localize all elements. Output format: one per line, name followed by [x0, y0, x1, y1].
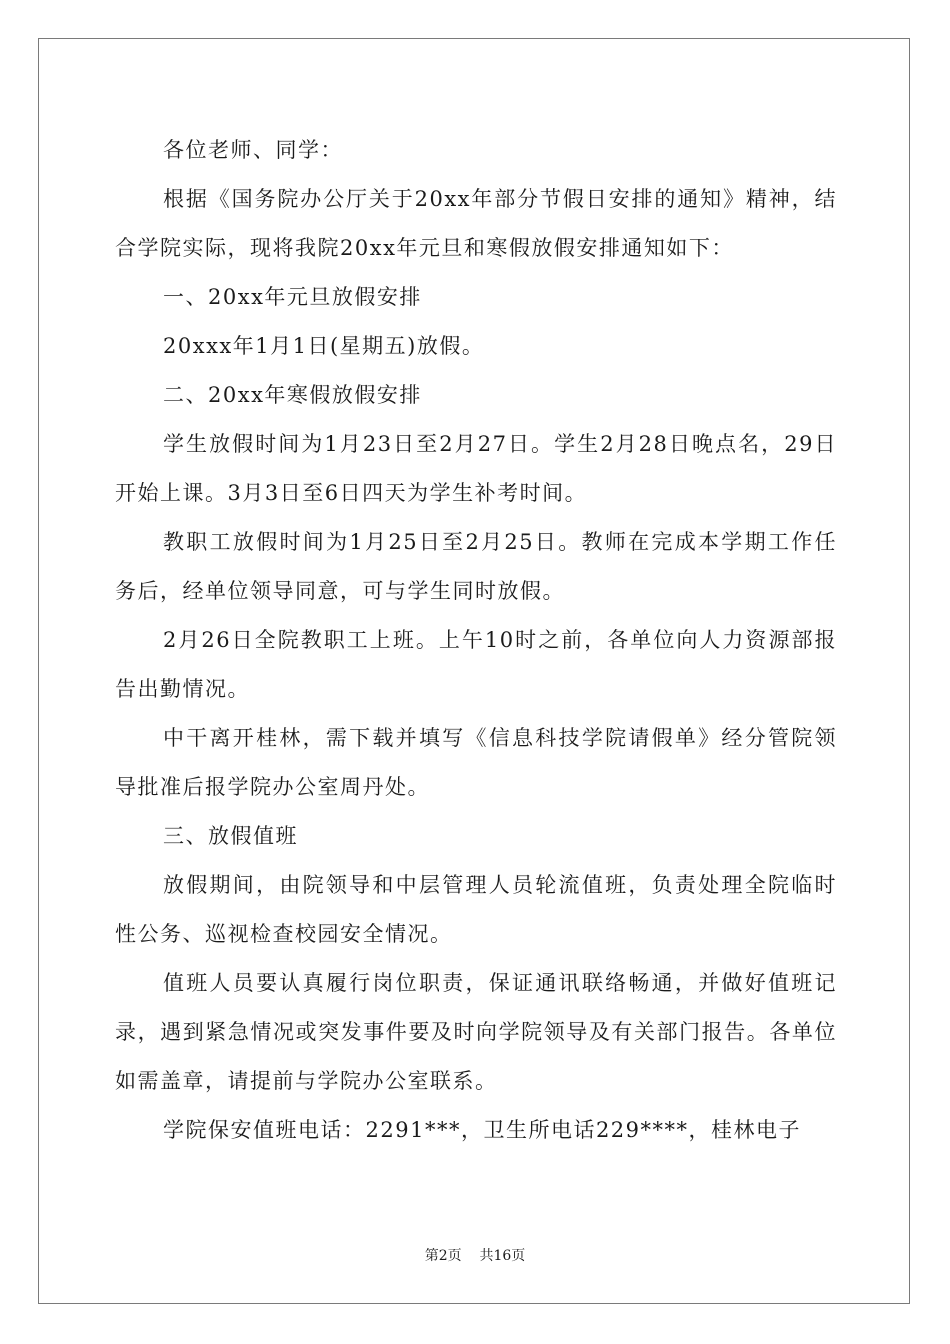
paragraph-new-year: 20xxx年1月1日(星期五)放假。 — [163, 334, 485, 358]
section-heading-3: 三、放假值班 — [163, 824, 298, 848]
section-heading-1: 一、20xx年元旦放假安排 — [163, 285, 422, 309]
paragraph-students: 学生放假时间为1月23日至2月27日。学生2月28日晚点名，29日开始上课。3月3日至6日四天为学生补考时间。 — [115, 432, 837, 505]
paragraph-duty: 放假期间，由院领导和中层管理人员轮流值班，负责处理全院临时性公务、巡视检查校园安全情况。 — [115, 873, 837, 946]
page-footer — [0, 1246, 950, 1266]
paragraph-staff: 教职工放假时间为1月25日至2月25日。教师在完成本学期工作任务后，经单位领导同意，可与学生同时放假。 — [115, 530, 837, 603]
paragraph-return-to-work: 2月26日全院教职工上班。上午10时之前，各单位向人力资源部报告出勤情况。 — [115, 628, 837, 701]
page-total: 共16页 — [479, 1248, 526, 1264]
paragraph-duty-responsibility: 值班人员要认真履行岗位职责，保证通讯联络畅通，并做好值班记录，遇到紧急情况或突发事件要及时向学院领导及有关部门报告。各单位如需盖章，请提前与学院办公室联系。 — [115, 971, 837, 1093]
section-heading-2: 二、20xx年寒假放假安排 — [163, 383, 422, 407]
paragraph-leave-request: 中干离开桂林，需下载并填写《信息科技学院请假单》经分管院领导批准后报学院办公室周丹处。 — [115, 726, 837, 799]
page-number: 第2页 — [424, 1248, 462, 1264]
intro-paragraph: 根据《国务院办公厅关于20xx年部分节假日安排的通知》精神，结合学院实际，现将我院20xx年元旦和寒假放假安排通知如下： — [115, 187, 837, 260]
paragraph-phone-numbers: 学院保安值班电话：2291***，卫生所电话229****，桂林电子 — [163, 1118, 802, 1142]
document-body — [115, 126, 837, 1155]
salutation: 各位老师、同学： — [163, 138, 343, 162]
footer-spacer — [462, 1248, 480, 1264]
